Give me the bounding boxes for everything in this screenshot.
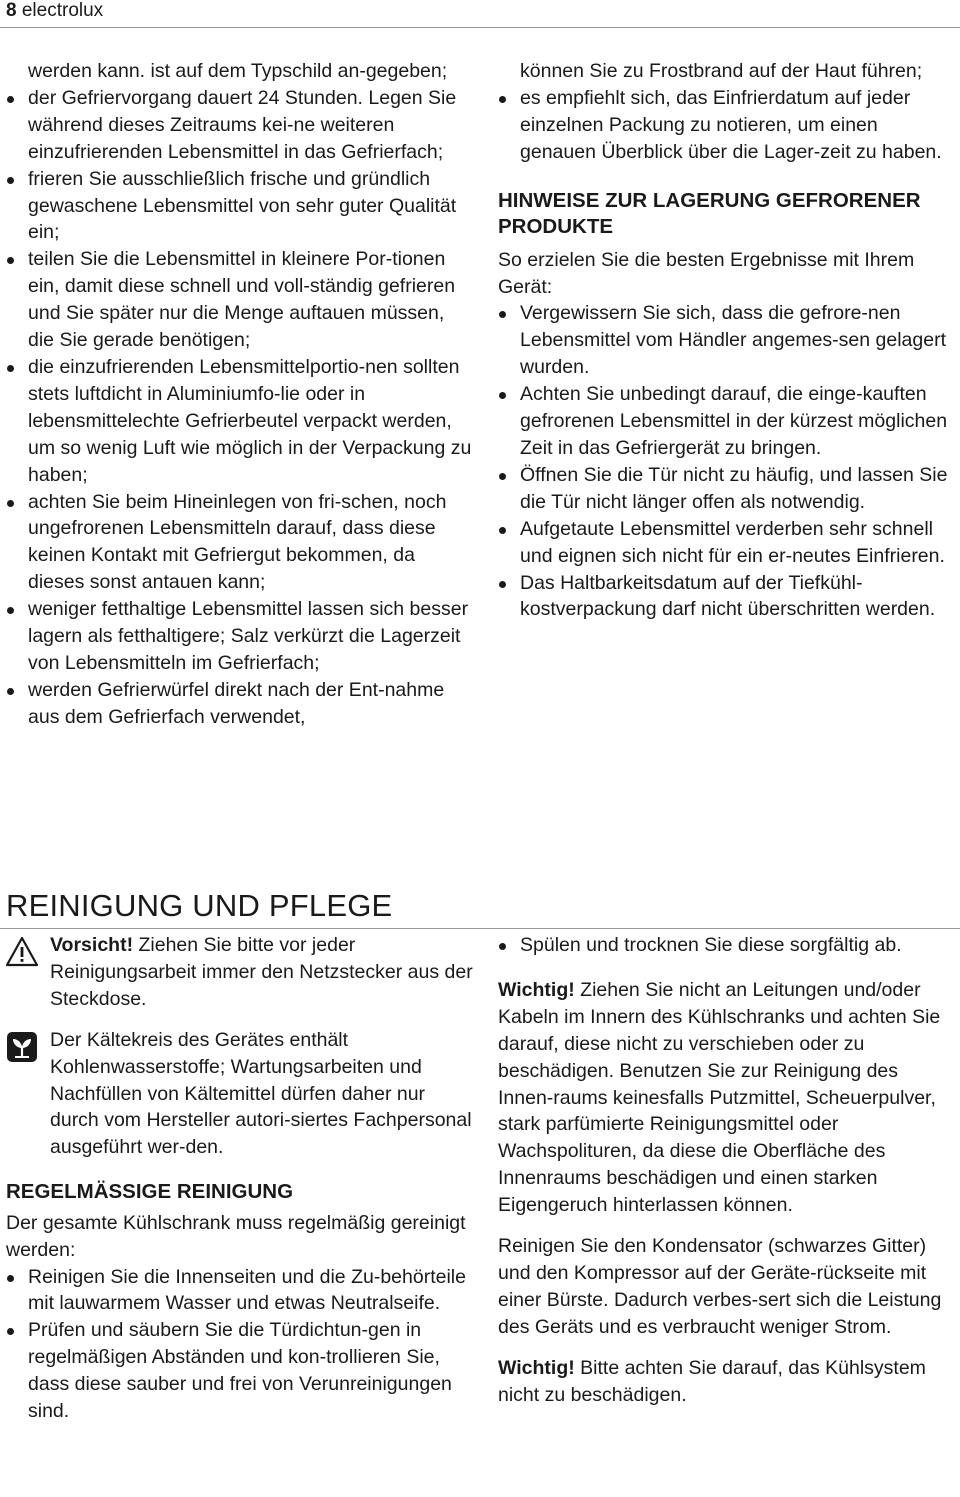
right-column-top [498,58,958,623]
regular-cleaning-intro: Der gesamte Kühlschrank muss regelmäßig gereinigt werden: [6,1211,466,1261]
important-label: Wichtig! [498,1356,575,1379]
list-item: achten Sie beim Hineinlegen von fri-schen, noch ungefrorenen Lebensmitteln darauf, dass diese keinen Kontakt mit Gefriergut bekommen, da dieses sonst antauen kann; [6,489,474,597]
page-number: 8 [6,0,17,21]
page-header [6,0,103,22]
warning-label: Vorsicht! [50,934,134,956]
regular-cleaning-heading: REGELMÄSSIGE REINIGUNG [6,1180,294,1204]
list-item: der Gefriervorgang dauert 24 Stunden. Legen Sie während dieses Zeitraums kei-ne weiteren einzufrierenden Lebensmittel in das Gefrierfach; [6,85,474,166]
important-text: Bitte achten Sie darauf, das Kühlsystem nicht zu beschädigen. [498,1356,926,1406]
important-note-2 [498,1355,958,1409]
warning-triangle-icon [6,936,38,968]
important-text: Ziehen Sie nicht an Leitungen und/oder Kabeln im Innern des Kühlschranks und achten Sie darauf, diese nicht zu verschieben oder zu beschädigen. Benutzen Sie zur Reinigung des Innen-raums keinesfalls Putzmittel, Scheuerpulver, stark parfümierte Reinigungsmittel oder Wachspolituren, da diese die Oberfläche des Innenraums beschädigen und einen starken Eigengeruch hinterlassen können. [498,978,941,1217]
freezing-tips-list-cont [498,85,958,166]
list-item: es empfiehlt sich, das Einfrierdatum auf jeder einzelnen Packung zu notieren, um einen genauen Überblick über die Lager-zeit zu haben. [498,85,958,166]
storage-heading: HINWEISE ZUR LAGERUNG GEFRORENER PRODUKTE [498,188,921,239]
list-item: weniger fetthaltige Lebensmittel lassen sich besser lagern als fetthaltigere; Salz verkürzt die Lagerzeit von Lebensmitteln im Gefrierfach; [6,596,474,677]
section-title: REINIGUNG UND PFLEGE [6,888,393,923]
continuation-text: können Sie zu Frostbrand auf der Haut führen; [520,60,923,82]
list-item: Spülen und trocknen Sie diese sorgfältig ab. [498,932,958,959]
intro-continuation: werden kann. ist auf dem Typschild an-gegeben; [28,60,448,82]
condenser-paragraph: Reinigen Sie den Kondensator (schwarzes Gitter) und den Kompressor auf der Geräte-rückseite mit einer Bürste. Dadurch verbes-sert sich die Leistung des Geräts und es verbraucht weniger Strom. [498,1235,942,1338]
list-item: frieren Sie ausschließlich frische und gründlich gewaschene Lebensmittel von sehr guter Qualität ein; [6,166,474,247]
storage-intro: So erzielen Sie die besten Ergebnisse mit Ihrem Gerät: [498,248,915,298]
left-column-top [6,58,474,731]
list-item: Prüfen und säubern Sie die Türdichtun-gen in regelmäßigen Abständen und kon-trollieren Sie, dass diese sauber und frei von Verunreinigungen sind. [6,1317,474,1425]
cleaning-list [6,1264,474,1425]
brand-name: electrolux [21,0,104,21]
list-item: teilen Sie die Lebensmittel in kleinere Por-tionen ein, damit diese schnell und voll-ständig gefrieren und Sie später nur die Menge auftauen müssen, die Sie gerade benötigen; [6,246,474,354]
header-divider [0,27,960,28]
environment-text: Der Kältekreis des Gerätes enthält Kohlenwasserstoffe; Wartungsarbeiten und Nachfüllen von Kältemittel dürfen daher nur durch vom Hersteller autori-siertes Fachpersonal ausgeführt wer-den. [50,1028,472,1159]
environment-note [6,1027,474,1162]
right-column-bottom [498,932,958,1409]
list-item: Achten Sie unbedingt darauf, die einge-kauften gefrorenen Lebensmittel in der kürzest möglichen Zeit in das Gefriergerät zu bringen. [498,381,958,462]
storage-tips-list [498,300,958,623]
warning-note [6,932,474,1013]
list-item: Öffnen Sie die Tür nicht zu häufig, und lassen Sie die Tür nicht länger offen als notwendig. [498,462,958,516]
list-item: Vergewissern Sie sich, dass die gefrore-nen Lebensmittel vom Händler angemes-sen gelagert wurden. [498,300,958,381]
freezing-tips-list [6,85,474,731]
left-column-bottom [6,932,474,1425]
important-note-1 [498,977,958,1219]
section-divider [0,928,960,929]
list-item: Das Haltbarkeitsdatum auf der Tiefkühl-kostverpackung darf nicht überschritten werden. [498,570,958,624]
list-item: Aufgetaute Lebensmittel verderben sehr schnell und eignen sich nicht für ein er-neutes Einfrieren. [498,516,958,570]
environment-plant-icon [6,1031,38,1063]
cleaning-list-cont [498,932,958,959]
list-item: werden Gefrierwürfel direkt nach der Ent-nahme aus dem Gefrierfach verwendet, [6,677,474,731]
important-label: Wichtig! [498,978,575,1001]
warning-text: Ziehen Sie bitte vor jeder Reinigungsarbeit immer den Netzstecker aus der Steckdose. [50,934,473,1010]
list-item: die einzufrierenden Lebensmittelportio-nen sollten stets luftdicht in Aluminiumfo-lie oder in lebensmittelechte Gefrierbeutel verpackt werden, um so wenig Luft wie möglich in der Verpackung zu haben; [6,354,474,489]
list-item: Reinigen Sie die Innenseiten und die Zu-behörteile mit lauwarmem Wasser und etwas Neutralseife. [6,1264,474,1318]
